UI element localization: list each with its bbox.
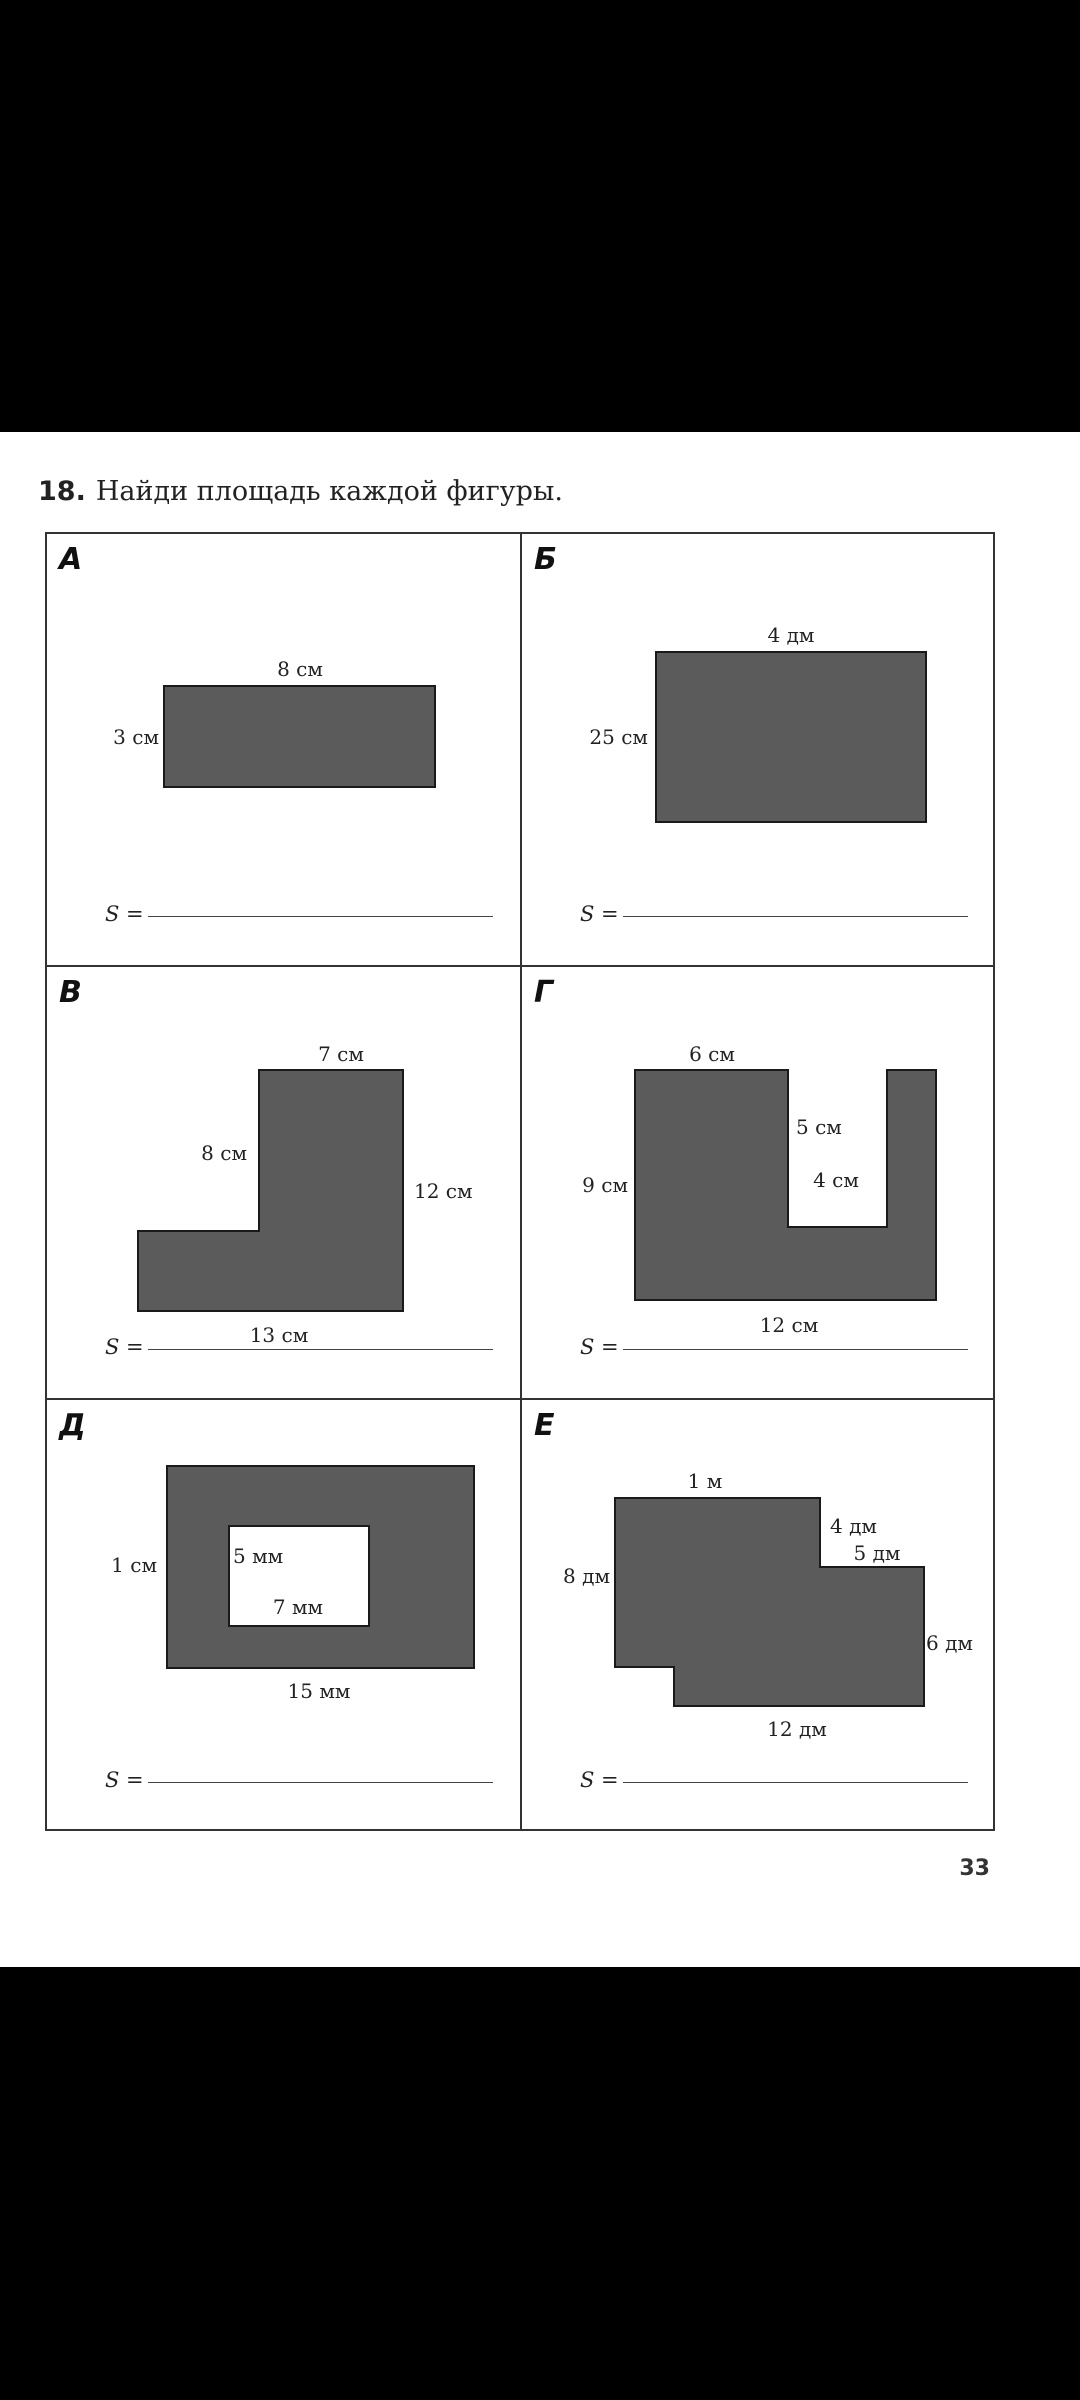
answer-d-prefix: S = bbox=[105, 1768, 144, 1792]
label-v-right: 12 см bbox=[414, 1179, 473, 1203]
page-number: 33 bbox=[959, 1856, 990, 1881]
figure-a bbox=[47, 534, 519, 965]
label-e-step-side: 4 дм bbox=[830, 1514, 877, 1538]
label-e-step-top: 5 дм bbox=[853, 1541, 901, 1565]
answer-b-blank[interactable] bbox=[623, 915, 968, 917]
answer-d-blank[interactable] bbox=[148, 1781, 493, 1783]
answer-v-prefix: S = bbox=[105, 1335, 144, 1359]
cell-letter-v: В bbox=[59, 975, 82, 1010]
answer-e-blank[interactable] bbox=[623, 1781, 968, 1783]
answer-v-blank[interactable] bbox=[148, 1348, 493, 1350]
label-v-inner: 8 см bbox=[201, 1141, 247, 1165]
shape-e-stepped-figure bbox=[615, 1498, 924, 1706]
answer-a-blank[interactable] bbox=[148, 915, 493, 917]
label-g-top: 6 см bbox=[689, 1042, 735, 1066]
label-e-left: 8 дм bbox=[563, 1564, 610, 1588]
figure-e bbox=[522, 1400, 994, 1831]
label-g-left: 9 см bbox=[582, 1173, 628, 1197]
task-heading bbox=[38, 476, 563, 507]
cell-letter-b: Б bbox=[534, 542, 557, 577]
answer-g-blank[interactable] bbox=[623, 1348, 968, 1350]
task-number: 18. bbox=[38, 476, 86, 507]
answer-g bbox=[580, 1335, 968, 1359]
figure-d bbox=[47, 1400, 519, 1831]
shape-d-frame bbox=[167, 1466, 474, 1668]
label-v-top: 7 см bbox=[318, 1042, 364, 1066]
label-b-top: 4 дм bbox=[767, 623, 815, 647]
label-d-bottom: 15 мм bbox=[287, 1679, 351, 1703]
cell-letter-e: Е bbox=[534, 1408, 555, 1443]
figure-g bbox=[522, 967, 994, 1398]
answer-g-prefix: S = bbox=[580, 1335, 619, 1359]
label-a-left: 3 см bbox=[113, 725, 159, 749]
label-d-hole-width: 7 мм bbox=[272, 1595, 324, 1619]
label-v-bottom: 13 см bbox=[249, 1323, 309, 1347]
answer-b-prefix: S = bbox=[580, 902, 619, 926]
cell-letter-g: Г bbox=[534, 975, 554, 1010]
label-d-left: 1 см bbox=[111, 1553, 157, 1577]
label-e-right: 6 дм bbox=[926, 1631, 973, 1655]
label-b-left: 25 см bbox=[589, 725, 648, 749]
figure-b bbox=[522, 534, 994, 965]
label-g-bottom: 12 см bbox=[759, 1313, 819, 1337]
shape-g-u-figure bbox=[635, 1070, 936, 1300]
cell-d bbox=[47, 1400, 519, 1831]
answer-b bbox=[580, 902, 968, 926]
answer-v bbox=[105, 1335, 493, 1359]
label-d-hole-height: 5 мм bbox=[233, 1544, 284, 1568]
textbook-page bbox=[0, 432, 1080, 1967]
label-e-bottom: 12 дм bbox=[767, 1717, 827, 1741]
label-e-top: 1 м bbox=[687, 1469, 723, 1493]
answer-e bbox=[580, 1768, 968, 1792]
answer-d bbox=[105, 1768, 493, 1792]
cell-g bbox=[522, 967, 994, 1398]
cell-letter-d: Д bbox=[59, 1408, 86, 1443]
cell-e bbox=[522, 1400, 994, 1831]
shape-a-rectangle bbox=[164, 686, 435, 787]
cell-letter-a: А bbox=[59, 542, 83, 577]
answer-a bbox=[105, 902, 493, 926]
cell-a bbox=[47, 534, 519, 965]
figures-grid bbox=[45, 532, 995, 1831]
figure-v bbox=[47, 967, 519, 1398]
task-text: Найди площадь каждой фигуры. bbox=[95, 476, 563, 507]
shape-v-l-figure bbox=[138, 1070, 403, 1311]
label-g-notch-bottom: 4 см bbox=[813, 1168, 859, 1192]
label-a-top: 8 см bbox=[277, 657, 323, 681]
answer-e-prefix: S = bbox=[580, 1768, 619, 1792]
cell-b bbox=[522, 534, 994, 965]
label-g-notch-side: 5 см bbox=[796, 1115, 842, 1139]
shape-b-rectangle bbox=[656, 652, 926, 822]
answer-a-prefix: S = bbox=[105, 902, 144, 926]
cell-v bbox=[47, 967, 519, 1398]
